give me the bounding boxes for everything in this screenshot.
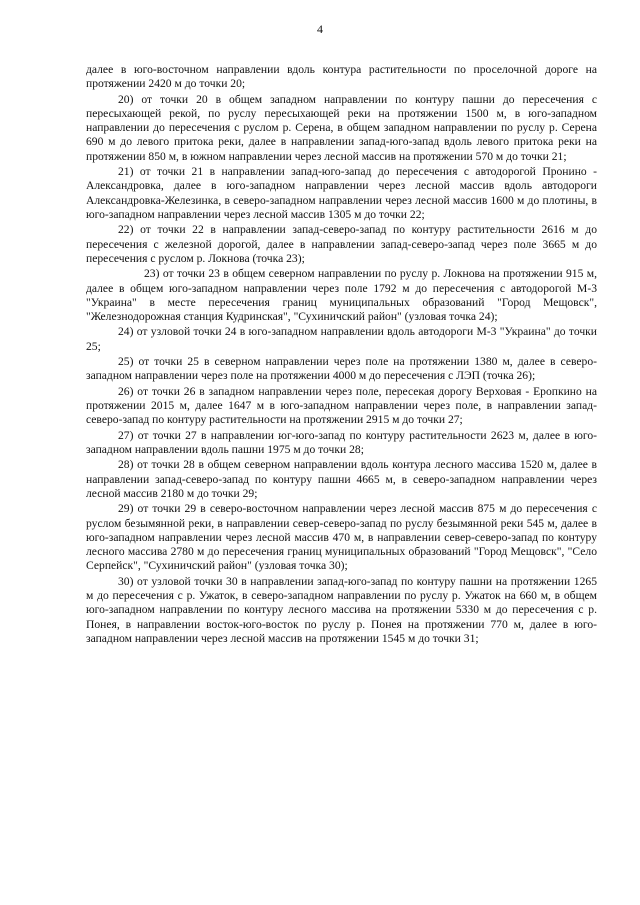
- paragraph-continuation: далее в юго-восточном направлении вдоль контура растительности по проселочной дороге на протяжении 2420 м до точки 20;: [86, 63, 597, 91]
- paragraph-point-20: 20) от точки 20 в общем западном направлении по контуру пашни до пересечения с пересыхающей рекой, по руслу пересыхающей реки на протяжении 1500 м, в юго-западном направлении до пересечения с руслом р. Серена, в общем западном направлении по руслу р. Серена 690 м до левого притока реки, далее в направлении запад-юго-запад вдоль левого притока реки на протяжении 850 м, в южном направлении через лесной массив на протяжении 570 м до точки 21;: [86, 92, 597, 163]
- paragraph-point-21: 21) от точки 21 в направлении запад-юго-запад до пересечения с автодорогой Пронино - Александровка, далее в юго-западном направлении через лесной массив вдоль автодороги Александровка-Железинка, в северо-западном направлении через лесной массив 1600 м до плотины, в юго-западном направлении через лесной массив 1305 м до точки 22;: [86, 165, 597, 221]
- paragraph-point-28: 28) от точки 28 в общем северном направлении вдоль контура лесного массива 1520 м, далее в направлении запад-северо-запад по контуру пашни 4665 м, в северо-западном направлении через лесной массив 2180 м до точки 29;: [86, 458, 597, 500]
- paragraph-point-22: 22) от точки 22 в направлении запад-северо-запад по контуру растительности 2616 м до пересечения с железной дорогой, далее в направлении запад-северо-запад через поле 3665 м до пересечения с руслом р. Локнова (точка 23);: [86, 223, 597, 265]
- paragraph-point-29: 29) от точки 29 в северо-восточном направлении через лесной массив 875 м до пересечения с руслом безымянной реки, в направлении север-северо-запад по руслу безымянной реки 545 м, далее в юго-западном направлении через лесной массив 470 м, в направлении север-северо-запад по контуру лесного массива 2780 м до пересечения границ муниципальных образований "Город Мещовск", "Село Серпейск", "Сухиничский район" (узловая точка 30);: [86, 502, 597, 573]
- page-number: 4: [317, 22, 323, 36]
- document-body: [86, 63, 597, 647]
- paragraph-point-25: 25) от точки 25 в северном направлении через поле на протяжении 1380 м, далее в северо-западном направлении через поле на протяжении 4000 м до пересечения с ЛЭП (точка 26);: [86, 355, 597, 383]
- paragraph-point-26: 26) от точки 26 в западном направлении через поле, пересекая дорогу Верховая - Еропкино на протяжении 2015 м, далее 1647 м в юго-западном направлении через поле, в направлении запад-северо-запад по контуру растительности на протяжении 2915 м до точки 27;: [86, 384, 597, 427]
- paragraph-point-30: 30) от узловой точки 30 в направлении запад-юго-запад по контуру пашни на протяжении 1265 м до пересечения с р. Ужаток, в северо-западном направлении по руслу р. Ужаток на 660 м, в общем юго-западном направлении по контуру лесного массива на протяжении 5330 м до пересечения с р. Понея, в направлении восток-юго-восток по руслу р. Понея на протяжении 770 м, далее в юго-западном направлении через лесной массив на протяжении 1545 м до точки 31;: [86, 574, 597, 645]
- paragraph-point-24: 24) от узловой точки 24 в юго-западном направлении вдоль автодороги М-3 "Украина" до точки 25;: [86, 325, 597, 353]
- paragraph-point-23: 23) от точки 23 в общем северном направлении по руслу р. Локнова на протяжении 915 м, далее в общем юго-западном направлении через поле 1792 м до пересечения с автодорогой М-3 "Украина" в месте пересечения границ муниципальных образований "Город Мещовск", "Железнодорожная станция Кудринская", "Сухиничский район" (узловая точка 24);: [86, 267, 597, 323]
- paragraph-point-27: 27) от точки 27 в направлении юг-юго-запад по контуру растительности 2623 м, далее в юго-западном направлении вдоль пашни 1975 м до точки 28;: [86, 428, 597, 456]
